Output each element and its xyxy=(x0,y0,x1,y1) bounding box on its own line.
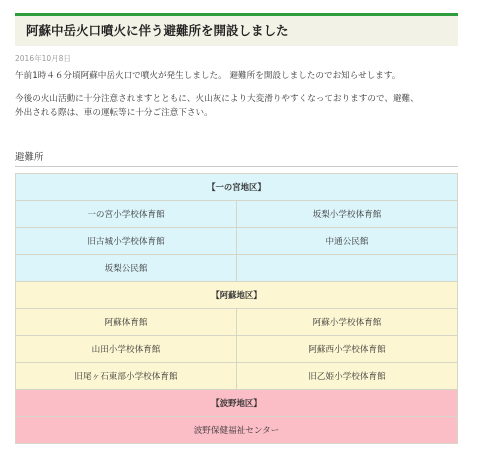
caution-line-1: 今後の火山活動に十分注意されますとともに、火山灰により大変滑りやすくなっておりますので、避難、 xyxy=(15,94,419,104)
table-row xyxy=(16,228,458,255)
publish-date: 2016年10月8日 xyxy=(15,54,71,63)
table-row xyxy=(16,417,458,444)
announcement-paragraph: 午前1時４６分頃阿蘇中岳火口で噴火が発生しました。 避難所を開設しましたのでお知らせします。 xyxy=(15,71,401,81)
shelter-cell: 坂梨公民館 xyxy=(16,255,237,282)
shelter-cell: 波野保健福祉センター xyxy=(16,417,458,444)
group-name-namino: 【波野地区】 xyxy=(16,390,458,417)
shelter-cell: 旧尾ヶ石東部小学校体育館 xyxy=(16,363,237,390)
group-name-aso: 【阿蘇地区】 xyxy=(16,282,458,309)
shelter-cell: 坂梨小学校体育館 xyxy=(237,201,458,228)
shelter-table xyxy=(15,173,458,444)
table-row xyxy=(16,255,458,282)
group-header-row xyxy=(16,282,458,309)
shelter-cell: 一の宮小学校体育館 xyxy=(16,201,237,228)
shelter-cell: 阿蘇西小学校体育館 xyxy=(237,336,458,363)
shelter-cell: 阿蘇体育館 xyxy=(16,309,237,336)
table-row xyxy=(16,309,458,336)
shelter-cell: 山田小学校体育館 xyxy=(16,336,237,363)
page-title: 阿蘇中岳火口噴火に伴う避難所を開設しました xyxy=(26,23,289,38)
group-name-ichinomiya: 【一の宮地区】 xyxy=(16,174,458,201)
section-heading: 避難所 xyxy=(15,149,458,167)
shelter-cell xyxy=(237,255,458,282)
shelter-cell: 中通公民館 xyxy=(237,228,458,255)
caution-paragraph xyxy=(15,92,419,120)
table-row xyxy=(16,336,458,363)
title-bar xyxy=(15,13,458,46)
shelter-cell: 旧乙姫小学校体育館 xyxy=(237,363,458,390)
shelter-cell: 旧古城小学校体育館 xyxy=(16,228,237,255)
table-row xyxy=(16,201,458,228)
caution-line-2: 外出される際は、車の運転等に十分ご注意下さい。 xyxy=(15,108,213,118)
shelter-cell: 阿蘇小学校体育館 xyxy=(237,309,458,336)
table-row xyxy=(16,363,458,390)
group-header-row xyxy=(16,390,458,417)
group-header-row xyxy=(16,174,458,201)
